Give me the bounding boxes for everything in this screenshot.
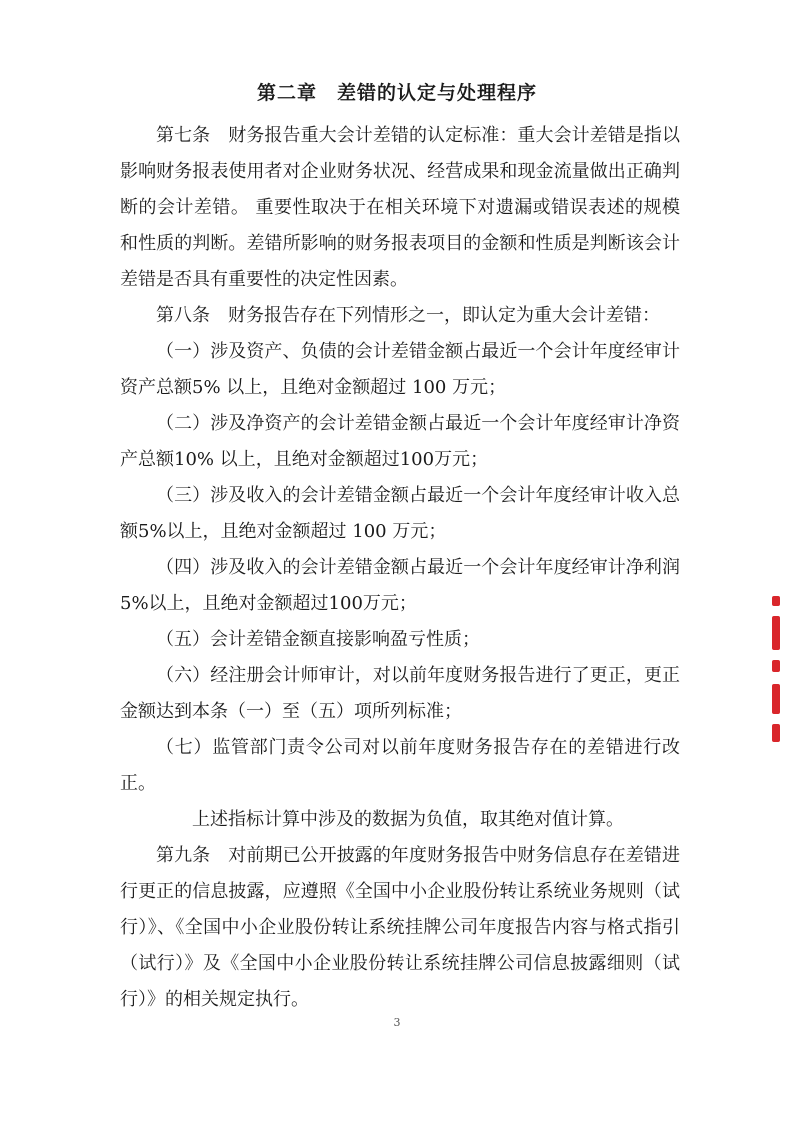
item-6-paragraph: （六）经注册会计师审计，对以前年度财务报告进行了更正，更正金额达到本条（一）至（五）项所列标准；	[120, 665, 680, 722]
edge-seal-stamp-mark	[768, 596, 786, 746]
article-7-paragraph: 第七条 财务报告重大会计差错的认定标准：重大会计差错是指以影响财务报表使用者对企业财务状况、经营成果和现金流量做出正确判断的会计差错。 重要性取决于在相关环境下对遗漏或错误表述的规模和性质的判断。差错所影响的财务报表项目的金额和性质是判断该会计差错是否具有重要性的决定性因素。	[120, 125, 680, 290]
article-8-paragraph: 第八条 财务报告存在下列情形之一，即认定为重大会计差错：	[156, 305, 660, 326]
item-3-paragraph: （三）涉及收入的会计差错金额占最近一个会计年度经审计收入总额5%以上，且绝对金额超过 100 万元；	[120, 485, 680, 542]
item-5-paragraph: （五）会计差错金额直接影响盈亏性质；	[156, 629, 480, 650]
item-4-paragraph: （四）涉及收入的会计差错金额占最近一个会计年度经审计净利润5%以上，且绝对金额超过100万元；	[120, 557, 680, 614]
chapter-heading: 第二章 差错的认定与处理程序	[256, 82, 537, 104]
article-9-paragraph: 第九条 对前期已公开披露的年度财务报告中财务信息存在差错进行更正的信息披露，应遵照《全国中小企业股份转让系统业务规则（试行）》、《全国中小企业股份转让系统挂牌公司年度报告内容与格式指引（试行）》及《全国中小企业股份转让系统挂牌公司信息披露细则（试行）》的相关规定执行。	[120, 845, 680, 1010]
item-1-paragraph: （一）涉及资产、负债的会计差错金额占最近一个会计年度经审计资产总额5% 以上，且绝对金额超过 100 万元；	[120, 341, 680, 398]
document-body	[120, 118, 680, 1018]
absolute-value-note: 上述指标计算中涉及的数据为负值，取其绝对值计算。	[192, 809, 624, 830]
page-number: 3	[393, 1016, 401, 1029]
item-2-paragraph: （二）涉及净资产的会计差错金额占最近一个会计年度经审计净资产总额10% 以上，且绝对金额超过100万元；	[120, 413, 680, 470]
item-7-paragraph: （七）监管部门责令公司对以前年度财务报告存在的差错进行改正。	[120, 737, 680, 794]
